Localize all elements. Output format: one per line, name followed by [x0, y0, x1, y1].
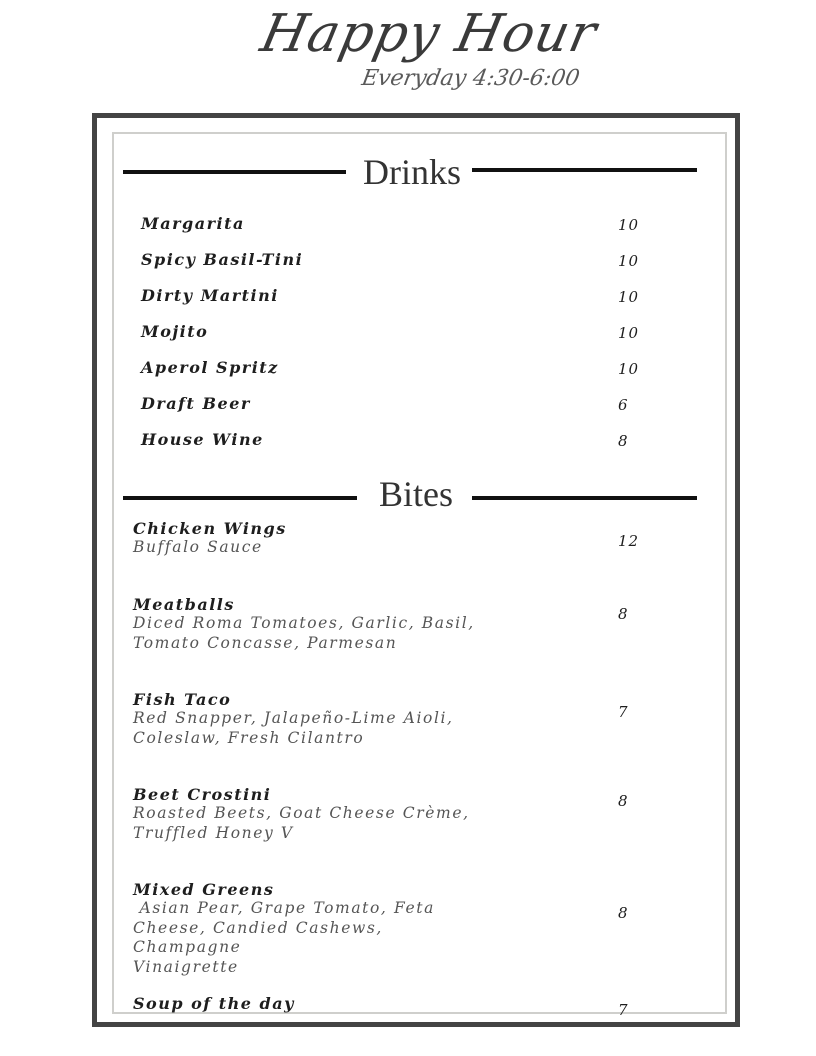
drinks-heading: Drinks — [363, 152, 461, 192]
drink-item — [141, 394, 641, 418]
bite-name: Meatballs — [133, 595, 235, 614]
bite-price: 8 — [618, 605, 629, 623]
bites-rule-right — [472, 496, 697, 500]
bite-description: Roasted Beets, Goat Cheese Crème, Truffled Honey V — [133, 804, 470, 842]
bite-price: 8 — [618, 792, 629, 810]
bite-item — [133, 690, 493, 748]
drink-price: 10 — [618, 288, 640, 306]
bite-price: 7 — [618, 703, 629, 721]
drink-name: Mojito — [141, 322, 209, 341]
drink-name: Margarita — [141, 214, 245, 233]
bite-item — [133, 994, 493, 1013]
bite-name: Soup of the day — [133, 994, 295, 1013]
bite-name: Fish Taco — [133, 690, 232, 709]
drink-item — [141, 358, 641, 382]
drink-price: 10 — [618, 324, 640, 342]
drink-name: Spicy Basil-Tini — [141, 250, 304, 269]
drinks-rule-right — [472, 168, 697, 172]
bite-price: 7 — [618, 1001, 629, 1019]
drink-price: 6 — [618, 396, 629, 414]
bites-rule-left — [123, 496, 357, 500]
bite-price: 12 — [618, 532, 640, 550]
bite-item — [133, 595, 493, 653]
drink-item — [141, 430, 641, 454]
drink-item — [141, 322, 641, 346]
bites-heading: Bites — [379, 474, 454, 514]
drinks-section-header — [123, 152, 697, 192]
drink-name: Draft Beer — [141, 394, 251, 413]
page-subtitle: Everyday 4:30-6:00 — [359, 66, 582, 91]
drink-item — [141, 214, 641, 238]
drinks-rule-left — [123, 170, 346, 174]
drink-item — [141, 286, 641, 310]
bite-item — [133, 785, 493, 843]
drink-price: 10 — [618, 252, 640, 270]
drink-name: Dirty Martini — [141, 286, 279, 305]
bite-description: Buffalo Sauce — [133, 538, 263, 556]
drink-name: Aperol Spritz — [141, 358, 279, 377]
drink-name: House Wine — [141, 430, 264, 449]
drink-price: 8 — [618, 432, 629, 450]
drink-price: 10 — [618, 360, 640, 378]
drink-item — [141, 250, 641, 274]
header — [0, 0, 816, 110]
bite-description: Red Snapper, Jalapeño-Lime Aioli, Coleslaw, Fresh Cilantro — [133, 709, 454, 747]
bite-description: Diced Roma Tomatoes, Garlic, Basil, Tomato Concasse, Parmesan — [133, 614, 475, 652]
drink-price: 10 — [618, 216, 640, 234]
bite-name: Mixed Greens — [133, 880, 275, 899]
bite-description: Asian Pear, Grape Tomato, Feta Cheese, Candied Cashews, Champagne Vinaigrette — [133, 899, 435, 976]
bite-price: 8 — [618, 904, 629, 922]
bite-item — [133, 519, 493, 558]
bites-section-header — [123, 474, 697, 514]
bite-name: Beet Crostini — [133, 785, 272, 804]
bite-name: Chicken Wings — [133, 519, 287, 538]
bite-item — [133, 880, 493, 977]
page-title: Happy Hour — [255, 4, 603, 64]
